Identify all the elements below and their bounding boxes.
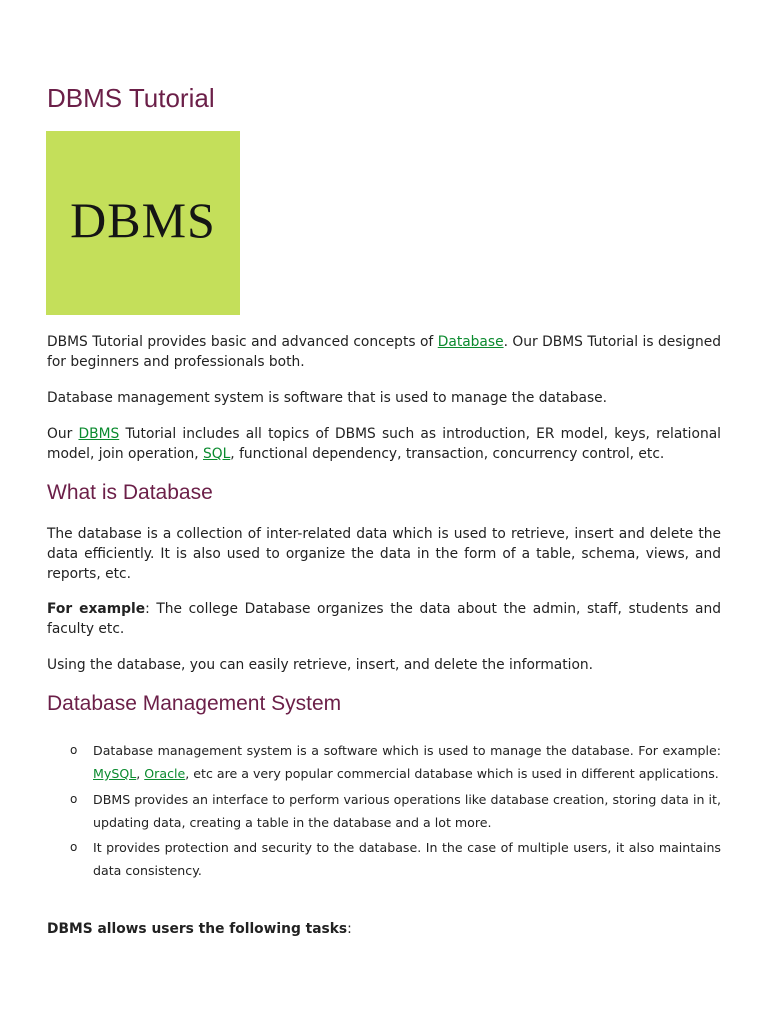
tasks-colon: :	[347, 921, 352, 937]
list-item	[47, 788, 721, 834]
list-item-text: It provides protection and security to the database. In the case of multiple users, it also maintains data consistency.	[93, 840, 721, 878]
intro-text: Tutorial includes all topics of DBMS such as introduction, ER model, keys, relational model, join operation,	[47, 426, 721, 462]
intro-paragraph-3	[47, 424, 721, 464]
database-link[interactable]: Database	[437, 334, 504, 350]
dbms-bullet-list	[47, 739, 721, 882]
section-heading-dbms: Database Management System	[47, 692, 342, 715]
intro-paragraph-1	[47, 332, 721, 372]
bullet-icon: o	[70, 743, 78, 757]
list-item-text: , etc are a very popular commercial database which is used in different applications.	[185, 766, 719, 781]
logo-text: DBMS	[70, 192, 216, 248]
database-paragraph-3: Using the database, you can easily retrieve, insert, and delete the information.	[47, 657, 594, 673]
list-item	[47, 836, 721, 882]
bullet-icon: o	[70, 792, 78, 806]
list-item	[47, 739, 721, 785]
intro-text: . Our DBMS Tutorial is designed for beginners and professionals both.	[47, 334, 721, 370]
oracle-link[interactable]: Oracle	[144, 766, 186, 781]
example-paragraph	[47, 599, 721, 639]
page-title: DBMS Tutorial	[47, 83, 215, 113]
mysql-link[interactable]: MySQL	[93, 766, 137, 781]
tasks-heading	[47, 919, 721, 939]
intro-text: Our	[47, 426, 79, 442]
section-heading-database: What is Database	[47, 481, 213, 504]
example-label: For example	[47, 601, 146, 617]
dbms-link[interactable]: DBMS	[78, 426, 120, 442]
dbms-logo-image	[46, 131, 240, 315]
intro-text: DBMS Tutorial provides basic and advanced concepts of	[47, 334, 438, 350]
database-paragraph-1: The database is a collection of inter-related data which is used to retrieve, insert and delete the data efficiently. It is also used to organize the data in the form of a table, schema, views, and reports, etc.	[47, 526, 721, 582]
list-item-text: ,	[136, 766, 145, 781]
sql-link[interactable]: SQL	[202, 446, 231, 462]
intro-paragraph-2: Database management system is software that is used to manage the database.	[47, 390, 608, 406]
list-item-text: DBMS provides an interface to perform various operations like database creation, storing data in it, updating data, creating a table in the database and a lot more.	[93, 792, 721, 830]
tasks-label: DBMS allows users the following tasks	[47, 921, 348, 937]
list-item-text: Database management system is a software which is used to manage the database. For example:	[93, 743, 721, 758]
bullet-icon: o	[70, 840, 78, 854]
intro-text: , functional dependency, transaction, concurrency control, etc.	[230, 446, 665, 462]
example-text: : The college Database organizes the data about the admin, staff, students and faculty etc.	[47, 601, 722, 637]
